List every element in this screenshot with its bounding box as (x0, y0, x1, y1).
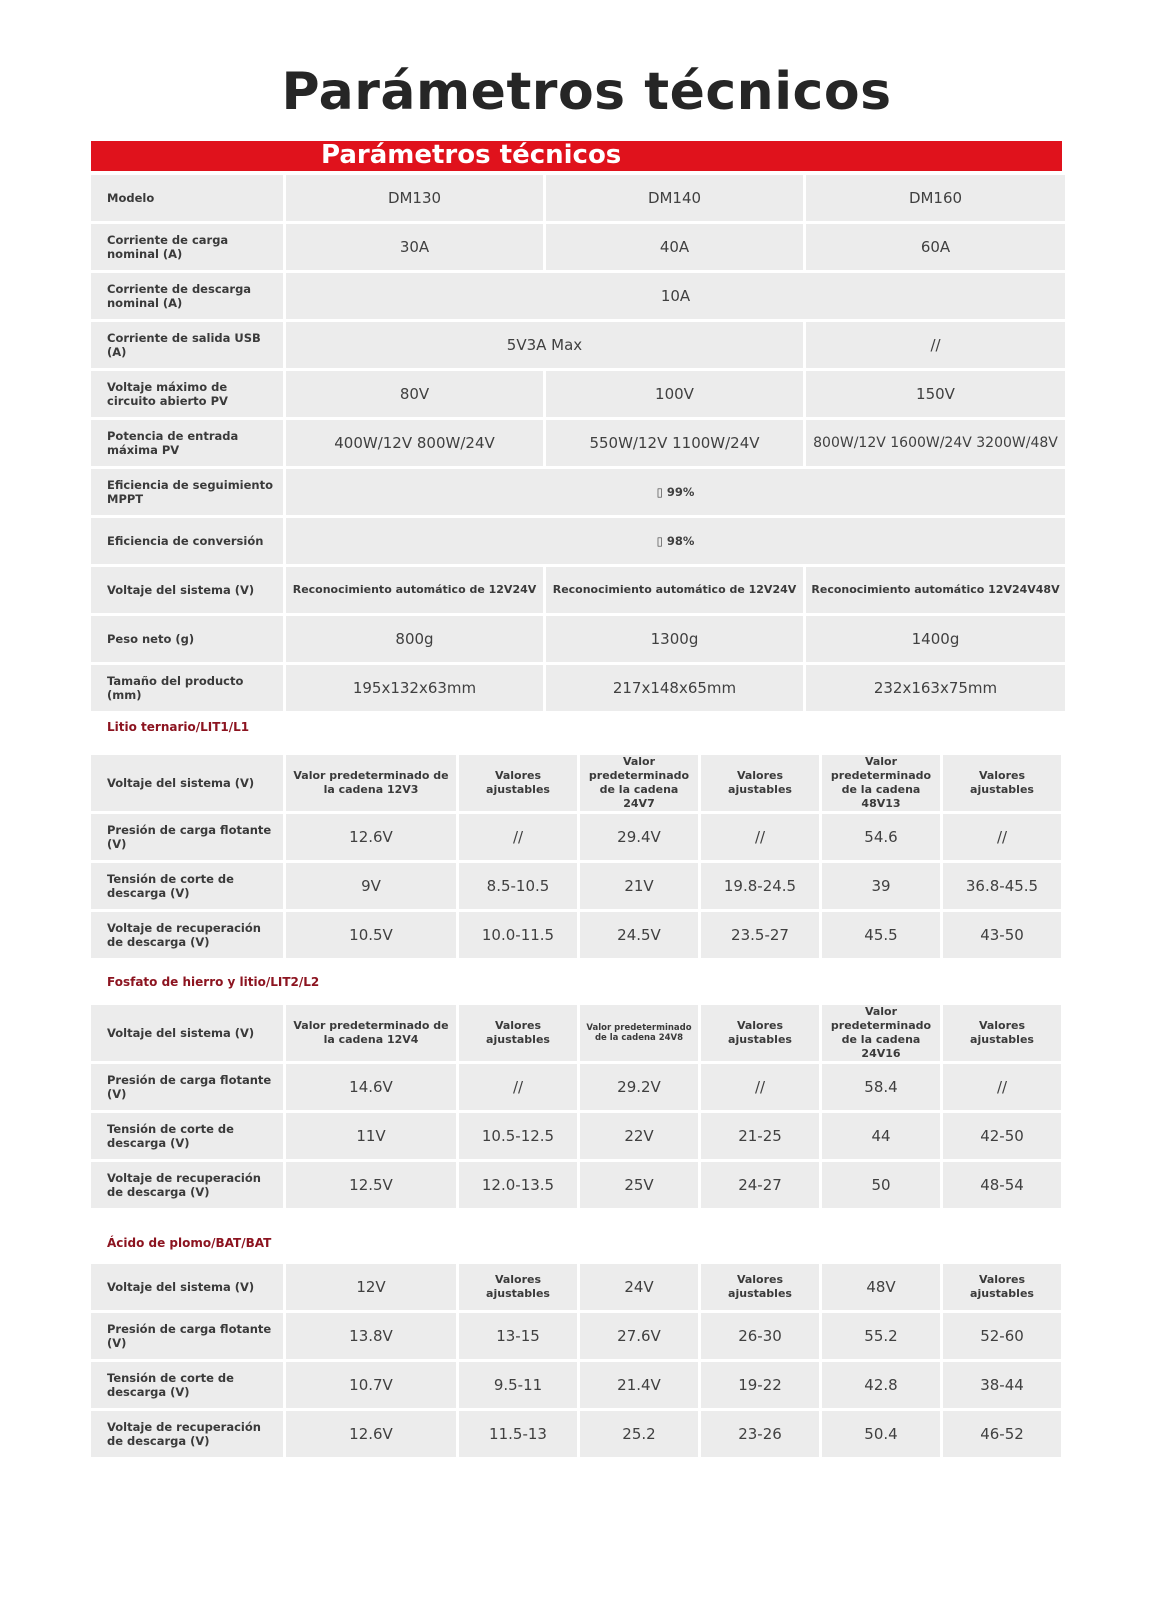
cell: 40A (546, 224, 803, 270)
lead-acid-table (88, 1261, 1064, 1460)
cell: 48-54 (943, 1162, 1061, 1208)
row-label: Modelo (91, 175, 283, 221)
row-label: Peso neto (g) (91, 616, 283, 662)
cell: DM140 (546, 175, 803, 221)
header-cell: Valores ajustables (459, 1264, 577, 1310)
cell: // (459, 814, 577, 860)
header-cell: Valor predeterminado de la cadena 12V3 (286, 755, 456, 811)
header-cell: Valores ajustables (943, 1005, 1061, 1061)
cell: 54.6 (822, 814, 940, 860)
cell: 21-25 (701, 1113, 819, 1159)
section-title-lead-acid: Ácido de plomo/BAT/BAT (107, 1236, 272, 1250)
cell: 800g (286, 616, 543, 662)
table-header-row (91, 755, 1061, 811)
cell: 44 (822, 1113, 940, 1159)
cell: 29.4V (580, 814, 698, 860)
cell: 19.8-24.5 (701, 863, 819, 909)
cell: 21.4V (580, 1362, 698, 1408)
header-cell: Valores ajustables (943, 755, 1061, 811)
cell: 9.5-11 (459, 1362, 577, 1408)
cell: 26-30 (701, 1313, 819, 1359)
cell: 8.5-10.5 (459, 863, 577, 909)
cell: 21V (580, 863, 698, 909)
table-row (91, 1362, 1061, 1408)
cell: 52-60 (943, 1313, 1061, 1359)
cell: 27.6V (580, 1313, 698, 1359)
table-row (91, 665, 1065, 711)
cell: ▯ 98% (286, 518, 1065, 564)
table-row (91, 814, 1061, 860)
row-label: Voltaje del sistema (V) (91, 1005, 283, 1061)
cell: 12.6V (286, 1411, 456, 1457)
table-row (91, 371, 1065, 417)
section-title-lithium-ternary: Litio ternario/LIT1/L1 (107, 720, 250, 734)
table-row (91, 518, 1065, 564)
cell: 195x132x63mm (286, 665, 543, 711)
cell: // (943, 814, 1061, 860)
table-row (91, 273, 1065, 319)
cell: DM130 (286, 175, 543, 221)
table-row (91, 322, 1065, 368)
cell: 22V (580, 1113, 698, 1159)
table-row (91, 1064, 1061, 1110)
cell: 25.2 (580, 1411, 698, 1457)
cell: 38-44 (943, 1362, 1061, 1408)
cell: 24-27 (701, 1162, 819, 1208)
table-row (91, 616, 1065, 662)
cell: DM160 (806, 175, 1065, 221)
spec-table (88, 172, 1068, 714)
row-label: Voltaje de recuperación de descarga (V) (91, 912, 283, 958)
row-label: Voltaje máximo de circuito abierto PV (91, 371, 283, 417)
row-label: Corriente de carga nominal (A) (91, 224, 283, 270)
row-label: Corriente de salida USB (A) (91, 322, 283, 368)
cell: 10.0-11.5 (459, 912, 577, 958)
cell: 11.5-13 (459, 1411, 577, 1457)
cell: 24.5V (580, 912, 698, 958)
cell: 10A (286, 273, 1065, 319)
cell: 232x163x75mm (806, 665, 1065, 711)
cell: ▯ 99% (286, 469, 1065, 515)
header-cell: Valor predeterminado de la cadena 24V7 (580, 755, 698, 811)
cell: 13-15 (459, 1313, 577, 1359)
cell: 60A (806, 224, 1065, 270)
cell: 50.4 (822, 1411, 940, 1457)
row-label: Voltaje del sistema (V) (91, 567, 283, 613)
table-row (91, 567, 1065, 613)
row-label: Voltaje de recuperación de descarga (V) (91, 1162, 283, 1208)
table-header-row (91, 1005, 1061, 1061)
table-row (91, 175, 1065, 221)
cell: 12.6V (286, 814, 456, 860)
cell: 1400g (806, 616, 1065, 662)
cell: 10.5V (286, 912, 456, 958)
row-label: Tensión de corte de descarga (V) (91, 1113, 283, 1159)
cell: 19-22 (701, 1362, 819, 1408)
cell: 5V3A Max (286, 322, 803, 368)
section-title-lifepo4: Fosfato de hierro y litio/LIT2/L2 (107, 975, 320, 989)
page-title: Parámetros técnicos (281, 62, 892, 122)
table-row (91, 912, 1061, 958)
cell: // (701, 1064, 819, 1110)
cell: // (459, 1064, 577, 1110)
table-header-row (91, 1264, 1061, 1310)
row-label: Potencia de entrada máxima PV (91, 420, 283, 466)
table-row (91, 863, 1061, 909)
header-cell: Valores ajustables (459, 755, 577, 811)
cell: 217x148x65mm (546, 665, 803, 711)
header-cell: Valores ajustables (459, 1005, 577, 1061)
cell: 23-26 (701, 1411, 819, 1457)
table-row (91, 1162, 1061, 1208)
cell: 39 (822, 863, 940, 909)
cell: 11V (286, 1113, 456, 1159)
title-banner (91, 141, 1062, 171)
row-label: Voltaje del sistema (V) (91, 1264, 283, 1310)
header-cell: 12V (286, 1264, 456, 1310)
cell: 400W/12V 800W/24V (286, 420, 543, 466)
cell: Reconocimiento automático de 12V24V (546, 567, 803, 613)
row-label: Eficiencia de conversión (91, 518, 283, 564)
table-row (91, 469, 1065, 515)
row-label: Presión de carga flotante (V) (91, 1064, 283, 1110)
cell: 100V (546, 371, 803, 417)
cell: 58.4 (822, 1064, 940, 1110)
cell: 29.2V (580, 1064, 698, 1110)
header-cell: Valores ajustables (701, 1264, 819, 1310)
cell: 80V (286, 371, 543, 417)
table-row (91, 1411, 1061, 1457)
header-cell: 24V (580, 1264, 698, 1310)
cell: // (943, 1064, 1061, 1110)
row-label: Voltaje del sistema (V) (91, 755, 283, 811)
table-row (91, 224, 1065, 270)
cell: 43-50 (943, 912, 1061, 958)
table-row (91, 1113, 1061, 1159)
row-label: Tensión de corte de descarga (V) (91, 863, 283, 909)
header-cell: 48V (822, 1264, 940, 1310)
row-label: Eficiencia de seguimiento MPPT (91, 469, 283, 515)
row-label: Presión de carga flotante (V) (91, 1313, 283, 1359)
table-row (91, 1313, 1061, 1359)
cell: 46-52 (943, 1411, 1061, 1457)
cell: 13.8V (286, 1313, 456, 1359)
header-cell: Valor predeterminado de la cadena 24V16 (822, 1005, 940, 1061)
row-label: Tamaño del producto (mm) (91, 665, 283, 711)
lifepo4-table (88, 1002, 1064, 1211)
lithium-ternary-table (88, 752, 1064, 961)
cell: 14.6V (286, 1064, 456, 1110)
row-label: Voltaje de recuperación de descarga (V) (91, 1411, 283, 1457)
cell: 1300g (546, 616, 803, 662)
banner-text: Parámetros técnicos (321, 140, 622, 170)
header-cell: Valores ajustables (701, 1005, 819, 1061)
header-cell: Valor predeterminado de la cadena 24V8 (580, 1005, 698, 1061)
cell: // (701, 814, 819, 860)
table-row (91, 420, 1065, 466)
cell: 30A (286, 224, 543, 270)
cell: Reconocimiento automático de 12V24V (286, 567, 543, 613)
cell: 42-50 (943, 1113, 1061, 1159)
header-cell: Valores ajustables (943, 1264, 1061, 1310)
cell: 800W/12V 1600W/24V 3200W/48V (806, 420, 1065, 466)
cell: 42.8 (822, 1362, 940, 1408)
cell: 9V (286, 863, 456, 909)
cell: 550W/12V 1100W/24V (546, 420, 803, 466)
cell: 23.5-27 (701, 912, 819, 958)
cell: 12.0-13.5 (459, 1162, 577, 1208)
row-label: Presión de carga flotante (V) (91, 814, 283, 860)
cell: 25V (580, 1162, 698, 1208)
cell: 12.5V (286, 1162, 456, 1208)
header-cell: Valor predeterminado de la cadena 48V13 (822, 755, 940, 811)
cell: 10.7V (286, 1362, 456, 1408)
cell: 10.5-12.5 (459, 1113, 577, 1159)
cell: Reconocimiento automático 12V24V48V (806, 567, 1065, 613)
cell: // (806, 322, 1065, 368)
cell: 36.8-45.5 (943, 863, 1061, 909)
header-cell: Valores ajustables (701, 755, 819, 811)
row-label: Corriente de descarga nominal (A) (91, 273, 283, 319)
row-label: Tensión de corte de descarga (V) (91, 1362, 283, 1408)
cell: 150V (806, 371, 1065, 417)
cell: 55.2 (822, 1313, 940, 1359)
header-cell: Valor predeterminado de la cadena 12V4 (286, 1005, 456, 1061)
cell: 50 (822, 1162, 940, 1208)
cell: 45.5 (822, 912, 940, 958)
